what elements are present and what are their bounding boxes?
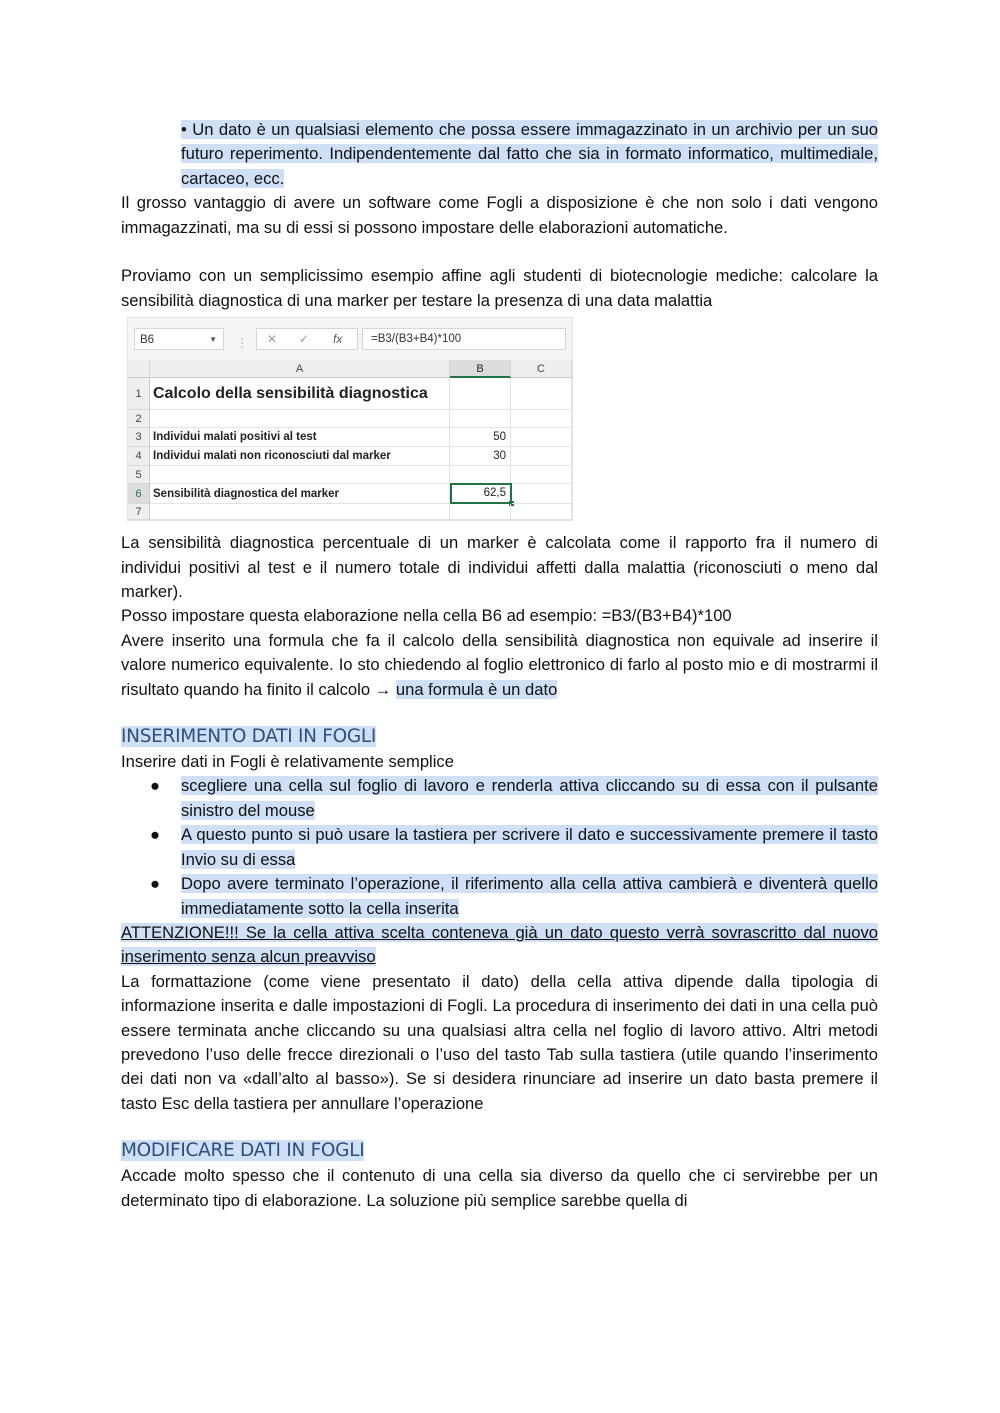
- bullet-list: [121, 774, 878, 920]
- cell-a7: [150, 504, 450, 520]
- cell-c7: [511, 504, 572, 520]
- cell-a1: Calcolo della sensibilità diagnostica: [150, 378, 450, 410]
- cell-b1: [450, 378, 511, 410]
- column-header-c: C: [511, 360, 572, 378]
- cell-c2: [511, 410, 572, 428]
- cell-c3: [511, 428, 572, 447]
- cell-a6: Sensibilità diagnostica del marker: [150, 484, 450, 504]
- column-header-a: A: [150, 360, 450, 378]
- list-item: ● scegliere una cella sul foglio di lavoro e renderla attiva cliccando su di essa con il pulsante sinistro del mouse: [150, 776, 878, 820]
- row-header-4: 4: [128, 447, 150, 466]
- heading-inserimento: INSERIMENTO DATI IN FOGLI: [121, 726, 377, 748]
- cell-c1: [511, 378, 572, 410]
- cancel-icon: ✕: [267, 332, 278, 347]
- row-header-7: 7: [128, 504, 150, 520]
- heading-modificare: MODIFICARE DATI IN FOGLI: [121, 1140, 365, 1162]
- formula-input: =B3/(B3+B4)*100: [362, 328, 566, 350]
- cell-b7: [450, 504, 511, 520]
- formula-icons: [256, 328, 358, 350]
- row-header-1: 1: [128, 378, 150, 410]
- para-vantaggio: Il grosso vantaggio di avere un software come Fogli a disposizione è che non solo i dati vengono immagazzinati, ma su di essi si possono impostare delle elaborazioni automatiche.: [121, 193, 878, 237]
- para-formula: Avere inserito una formula che fa il calcolo della sensibilità diagnostica non equivale ad inserire il valore numerico equivalente. Io sto chiedendo al foglio elettronico di farlo al posto mio e di mostrarmi il risultato quando ha finito il calcolo → una formula è un dato: [121, 630, 878, 699]
- check-icon: ✓: [299, 332, 310, 347]
- para-formattazione: La formattazione (come viene presentato il dato) della cella attiva dipende dalla tipologia di informazione inserita e dalle impostazioni di Fogli. La procedura di inserimento dei dati in una cella può essere terminata anche cliccando su una qualsiasi altra cella nel foglio di lavoro attivo. Altri metodi prevedono l’uso delle frecce direzionali o l’uso del tasto Tab sulla tastiera (utile quando l’inserimento dei dati non va «dall’alto al basso»). Se si desidera rinunciare ad inserire un dato basta premere il tasto Esc della tastiera per annullare l’operazione: [121, 971, 878, 1113]
- cell-b3: 50: [450, 428, 511, 447]
- cell-a2: [150, 410, 450, 428]
- para-esempio: Proviamo con un semplicissimo esempio affine agli studenti di biotecnologie mediche: calcolare la sensibilità diagnostica di una marker per testare la presenza di una data malattia: [121, 266, 878, 310]
- list-item: ● A questo punto si può usare la tastiera per scrivere il dato e successivamente premere il tasto Invio su di essa: [150, 825, 878, 869]
- cell-b4: 30: [450, 447, 511, 466]
- cell-c5: [511, 466, 572, 484]
- function-icon: fx: [333, 332, 343, 347]
- cell-b2: [450, 410, 511, 428]
- list-item: ● Dopo avere terminato l’operazione, il riferimento alla cella attiva cambierà e diventerà quello immediatamente sotto la cella inserita: [150, 874, 878, 918]
- cell-a4: Individui malati non riconosciuti dal marker: [150, 447, 450, 466]
- name-box: B6 ▼: [134, 328, 224, 350]
- drag-handle-icon: ⋮: [236, 336, 248, 351]
- row-header-5: 5: [128, 466, 150, 484]
- spreadsheet-screenshot: [127, 317, 573, 521]
- cell-b5: [450, 466, 511, 484]
- para-modificare: Accade molto spesso che il contenuto di una cella sia diverso da quello che ci servirebbe per un determinato tipo di elaborazione. La soluzione più semplice sarebbe quella di: [121, 1166, 878, 1210]
- bullet-dot: ●: [150, 776, 161, 796]
- bullet-dot: ●: [150, 874, 161, 894]
- chevron-down-icon: ▼: [209, 335, 217, 345]
- para-sensibilita: La sensibilità diagnostica percentuale di un marker è calcolata come il rapporto fra il numero di individui positivi al test e il numero totale di individui affetti dalla malattia (riconosciuti o meno dal marker).: [121, 533, 878, 602]
- formula-bar: [128, 318, 572, 360]
- column-header-b: B: [450, 360, 511, 378]
- row-header-6: 6: [128, 484, 150, 504]
- attenzione-warning: ATTENZIONE!!! Se la cella attiva scelta conteneva già un dato questo verrà sovrascritto dal nuovo inserimento senza alcun preavviso: [121, 922, 878, 967]
- cell-c4: [511, 447, 572, 466]
- para-inserire: Inserire dati in Fogli è relativamente semplice: [121, 752, 454, 772]
- para-posso: Posso impostare questa elaborazione nella cella B6 ad esempio: =B3/(B3+B4)*100: [121, 606, 732, 626]
- document-page: [121, 118, 878, 1213]
- cell-a5: [150, 466, 450, 484]
- cell-b6-active: 62,5: [450, 483, 512, 504]
- row-header-2: 2: [128, 410, 150, 428]
- sheet-grid: [128, 360, 572, 520]
- cell-a3: Individui malati positivi al test: [150, 428, 450, 447]
- cell-c6: [512, 484, 572, 504]
- select-all-corner: [128, 360, 150, 378]
- bullet-dot: ●: [150, 825, 161, 845]
- formula-highlight: una formula è un dato: [395, 679, 558, 699]
- intro-bullet: • Un dato è un qualsiasi elemento che possa essere immagazzinato in un archivio per un suo futuro reperimento. Indipendentemente dal fatto che sia in formato informatico, multimediale, cartaceo, ecc.: [181, 120, 878, 188]
- row-header-3: 3: [128, 428, 150, 447]
